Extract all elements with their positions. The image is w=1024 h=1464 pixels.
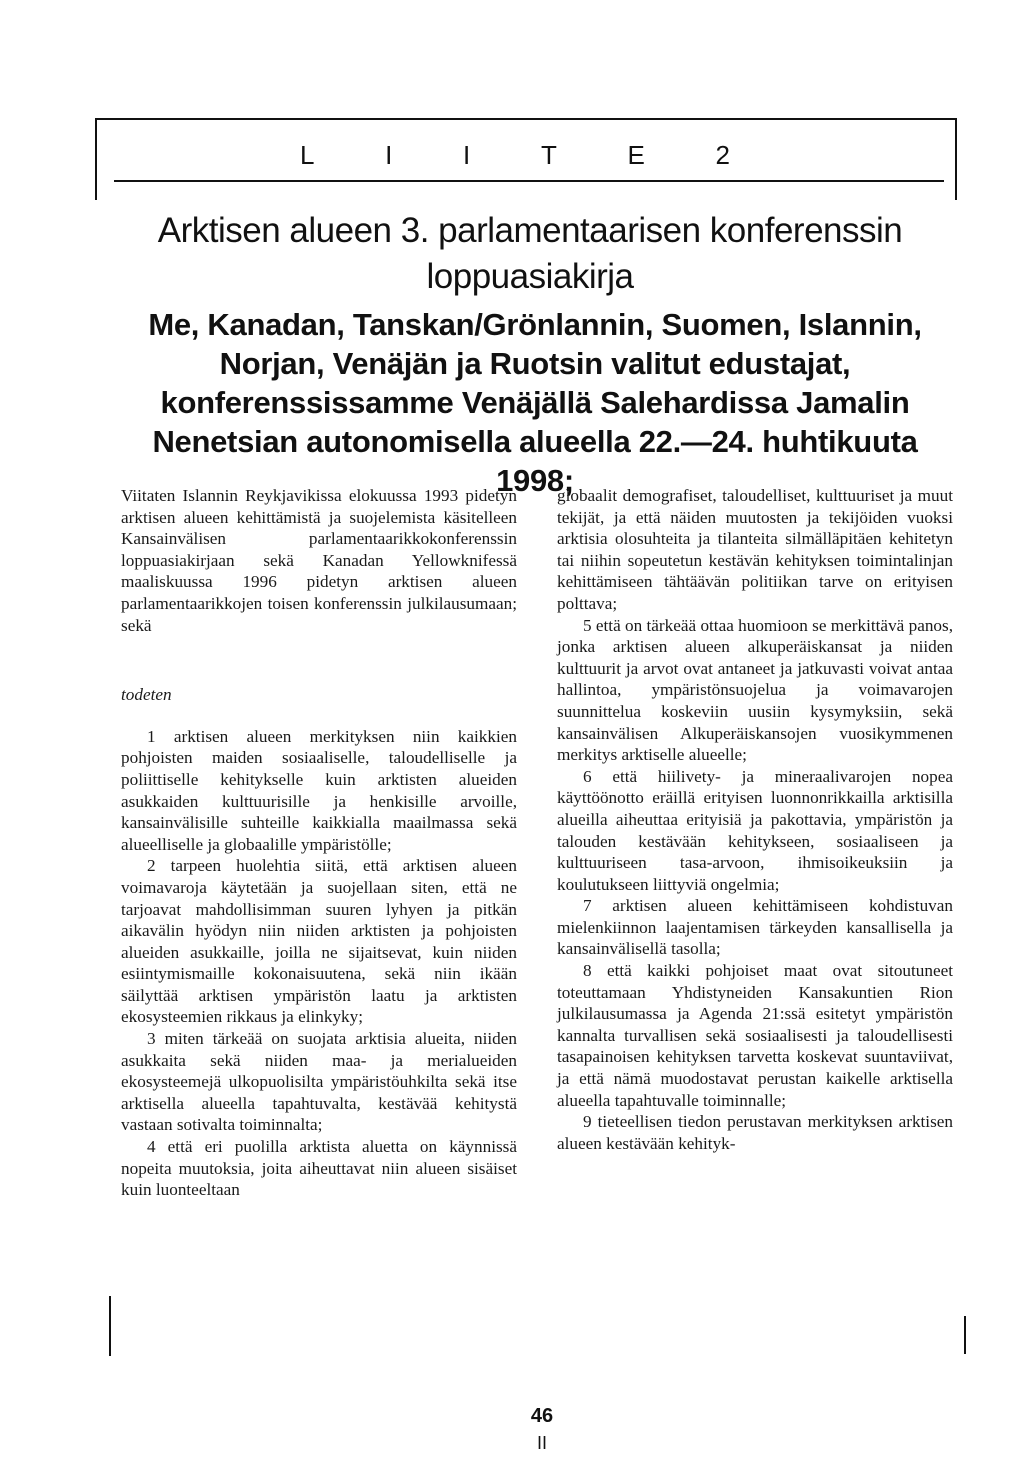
section-heading: todeten: [121, 685, 172, 705]
appendix-header: [300, 140, 730, 170]
right-column: [557, 485, 953, 1154]
header-letter: E: [627, 140, 645, 170]
page-number: 46: [530, 1405, 554, 1427]
frame-left-rule: [95, 118, 97, 200]
clause-paragraph: 7 arktisen alueen kehittämiseen kohdistuvan mielenkiinnon laajentamisen tärkeyden kansallisella ja kansainvälisellä tasolla;: [557, 896, 953, 959]
clause-paragraph: 3 miten tärkeää on suojata arktisia alueita, niiden asukkaita sekä niiden maa- ja merialueiden ekosysteemejä ulkopuolisilta ympäristöuhkilta sekä itse arktisella alueella tapahtuvalta, kestävää kehitystä vastaan sotivalta toiminnalta;: [121, 1029, 517, 1135]
left-column: [121, 485, 517, 1201]
header-letter: T: [540, 140, 557, 170]
intro-paragraph: Me, Kanadan, Tanskan/Grönlannin, Suomen, Islannin, Norjan, Venäjän ja Ruotsin valitut edustajat, konferenssissamme Venäjällä Salehardissa Jamalin Nenetsian autonomisella alueella 22.—24. huhtikuuta 1998;: [148, 307, 922, 498]
clause-paragraph: 9 tieteellisen tiedon perustavan merkityksen arktisen alueen kestävään kehityk-: [557, 1112, 953, 1153]
right-margin-rule: [964, 1316, 966, 1354]
left-margin-rule: [109, 1296, 111, 1356]
clause-paragraph: 1 arktisen alueen merkityksen niin kaikkien pohjoisten maiden sosiaaliselle, taloudelliselle ja poliittiselle kehitykselle kuin arktisten alueiden asukkaiden kulttuurisille ja henkisille arvoille, kansainvälisille suhteille kaikkialla maailmassa sekä alueelliselle ja globaalille ympäristölle;: [121, 726, 517, 854]
page-mark: II: [536, 1433, 547, 1453]
clause-paragraph: 2 tarpeen huolehtia siitä, että arktisen alueen voimavaroja käytetään ja suojellaan siten, että ne tarjoavat mahdollisimman suuren lyhyen ja pitkän aikavälin hyödyn niin niiden arktisten ja pohjoisten alueiden asukkaille, joilla ne sijaitsevat, kuin niiden esiintymismaille kokonaisuutena, sekä niin ikään säilyttää arktisen ympäristön laatu ja arktisten ekosysteemien rikkaus ja elinkyky;: [121, 856, 517, 1027]
clause-paragraph: 5 että on tärkeää ottaa huomioon se merkittävä panos, jonka arktisen alueen alkuperäiskansat ja niiden kulttuurit ja arvot ovat antaneet ja jatkuvasti voivat antaa hallintoa, ympäristönsuojelua ja voimavarojen suunnittelua koskeviin uusiin kysymyksiin, sekä kansainvälisen Alkuperäiskansojen vuosikymmenen merkitys arktiselle alueelle;: [557, 615, 953, 765]
frame-right-rule: [955, 118, 957, 200]
clause-paragraph: 4 että eri puolilla arktista aluetta on käynnissä nopeita muutoksia, joita aiheuttavat niin alueen sisäiset kuin luonteeltaan: [121, 1137, 517, 1200]
document-title: Arktisen alueen 3. parlamentaarisen konferenssin loppuasiakirja: [157, 211, 903, 296]
header-underline: [114, 180, 944, 182]
frame-top-rule: [95, 118, 955, 120]
header-letter: I: [385, 140, 393, 170]
header-number: 2: [715, 140, 730, 170]
header-letter: L: [300, 140, 315, 170]
header-letter: I: [463, 140, 471, 170]
continuation-paragraph: globaalit demografiset, taloudelliset, kulttuuriset ja muut tekijät, ja että näiden muutosten ja tekijöiden vuoksi arktisia olosuhteita ja tilanteita silmälläpitäen kehitetyn tai niihin sopeutetun kestävän kehityksen toimintalinjan kehittämiseen tähtäävän politiikan tarve on erityisen polttava;: [557, 486, 953, 613]
clause-paragraph: 8 että kaikki pohjoiset maat ovat sitoutuneet toteuttamaan Yhdistyneiden Kansakuntien Rion julkilausumassa ja Agenda 21:ssä esitetyt ympäristön kannalta turvallisen sekä sosiaalisesti ja taloudellisesti tasapainoisen kehityksen tarvetta koskevat suuntaviivat, ja että nämä muodostavat perustan kaikelle arktisella alueella tapahtuvalle toiminnalle;: [557, 961, 953, 1110]
lead-paragraph: Viitaten Islannin Reykjavikissa elokuussa 1993 pidetyn arktisen alueen kehittämistä ja suojelemista käsitelleen Kansainvälisen parlamentaarikkokonferenssin loppuasiakirjaan sekä Kanadan Yellowknifessä maaliskuussa 1996 pidetyn arktisen alueen parlamentaarikkojen toisen konferenssin julkilausumaan; sekä: [121, 486, 517, 635]
clause-paragraph: 6 että hiilivety- ja mineraalivarojen nopea käyttöönotto eräillä erityisen luonnonrikkailla arktisilla alueilla aiheuttaa erityisiä ja pakottavia, ympäristön ja talouden kestävään kehitykseen, sosiaaliseen ja kulttuuriseen tasa-arvoon, ihmisoikeuksiin ja koulutukseen liittyviä ongelmia;: [557, 766, 953, 894]
